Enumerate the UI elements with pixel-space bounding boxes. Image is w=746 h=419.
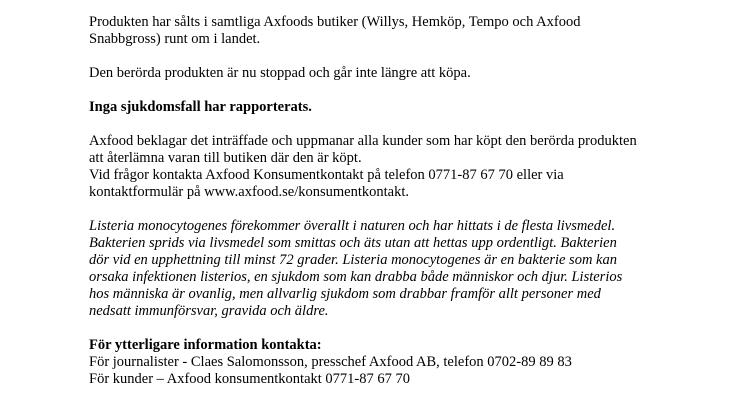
paragraph-contact-info (89, 337, 729, 388)
text-line: Den berörda produkten är nu stoppad och går inte längre att köpa. (89, 65, 471, 81)
text-line: Vid frågor kontakta Axfood Konsumentkontakt på telefon 0771-87 67 70 eller via (89, 167, 564, 183)
text-line: hos människa är ovanlig, men allvarlig sjukdom som drabbar framför allt personer med (89, 286, 601, 302)
text-line: Inga sjukdomsfall har rapporterats. (89, 99, 312, 115)
paragraph-listeria-info (89, 218, 729, 320)
text-line: För journalister - Claes Salomonsson, presschef Axfood AB, telefon 0702-89 89 83 (89, 354, 572, 370)
contact-heading: För ytterligare information kontakta: (89, 337, 322, 353)
paragraph-apology-contact (89, 133, 729, 201)
paragraph-sales-info (89, 14, 729, 48)
paragraph-product-stopped (89, 65, 729, 82)
document-page (89, 14, 729, 388)
text-line: Bakterien sprids via livsmedel som smittas och äts utan att hettas upp ordentligt. Bakterien (89, 235, 617, 251)
text-line: dör vid en upphettning till minst 72 grader. Listeria monocytogenes är en bakterie som kan (89, 252, 617, 268)
text-line: Snabbgross) runt om i landet. (89, 31, 261, 47)
text-line: Axfood beklagar det inträffade och uppmanar alla kunder som har köpt den berörda produkten (89, 133, 637, 149)
text-line: Produkten har sålts i samtliga Axfoods butiker (Willys, Hemköp, Tempo och Axfood (89, 14, 581, 30)
paragraph-no-illness-reported (89, 99, 729, 116)
text-line: Listeria monocytogenes förekommer överallt i naturen och har hittats i de flesta livsmedel. (89, 218, 616, 234)
text-line: nedsatt immunförsvar, gravida och äldre. (89, 303, 329, 319)
text-line: orsaka infektionen listerios, en sjukdom som kan drabba både människor och djur. Listerios (89, 269, 623, 285)
text-line: att återlämna varan till butiken där den är köpt. (89, 150, 362, 166)
text-line: För kunder – Axfood konsumentkontakt 0771-87 67 70 (89, 371, 410, 387)
text-line: kontaktformulär på www.axfood.se/konsumentkontakt. (89, 184, 410, 200)
